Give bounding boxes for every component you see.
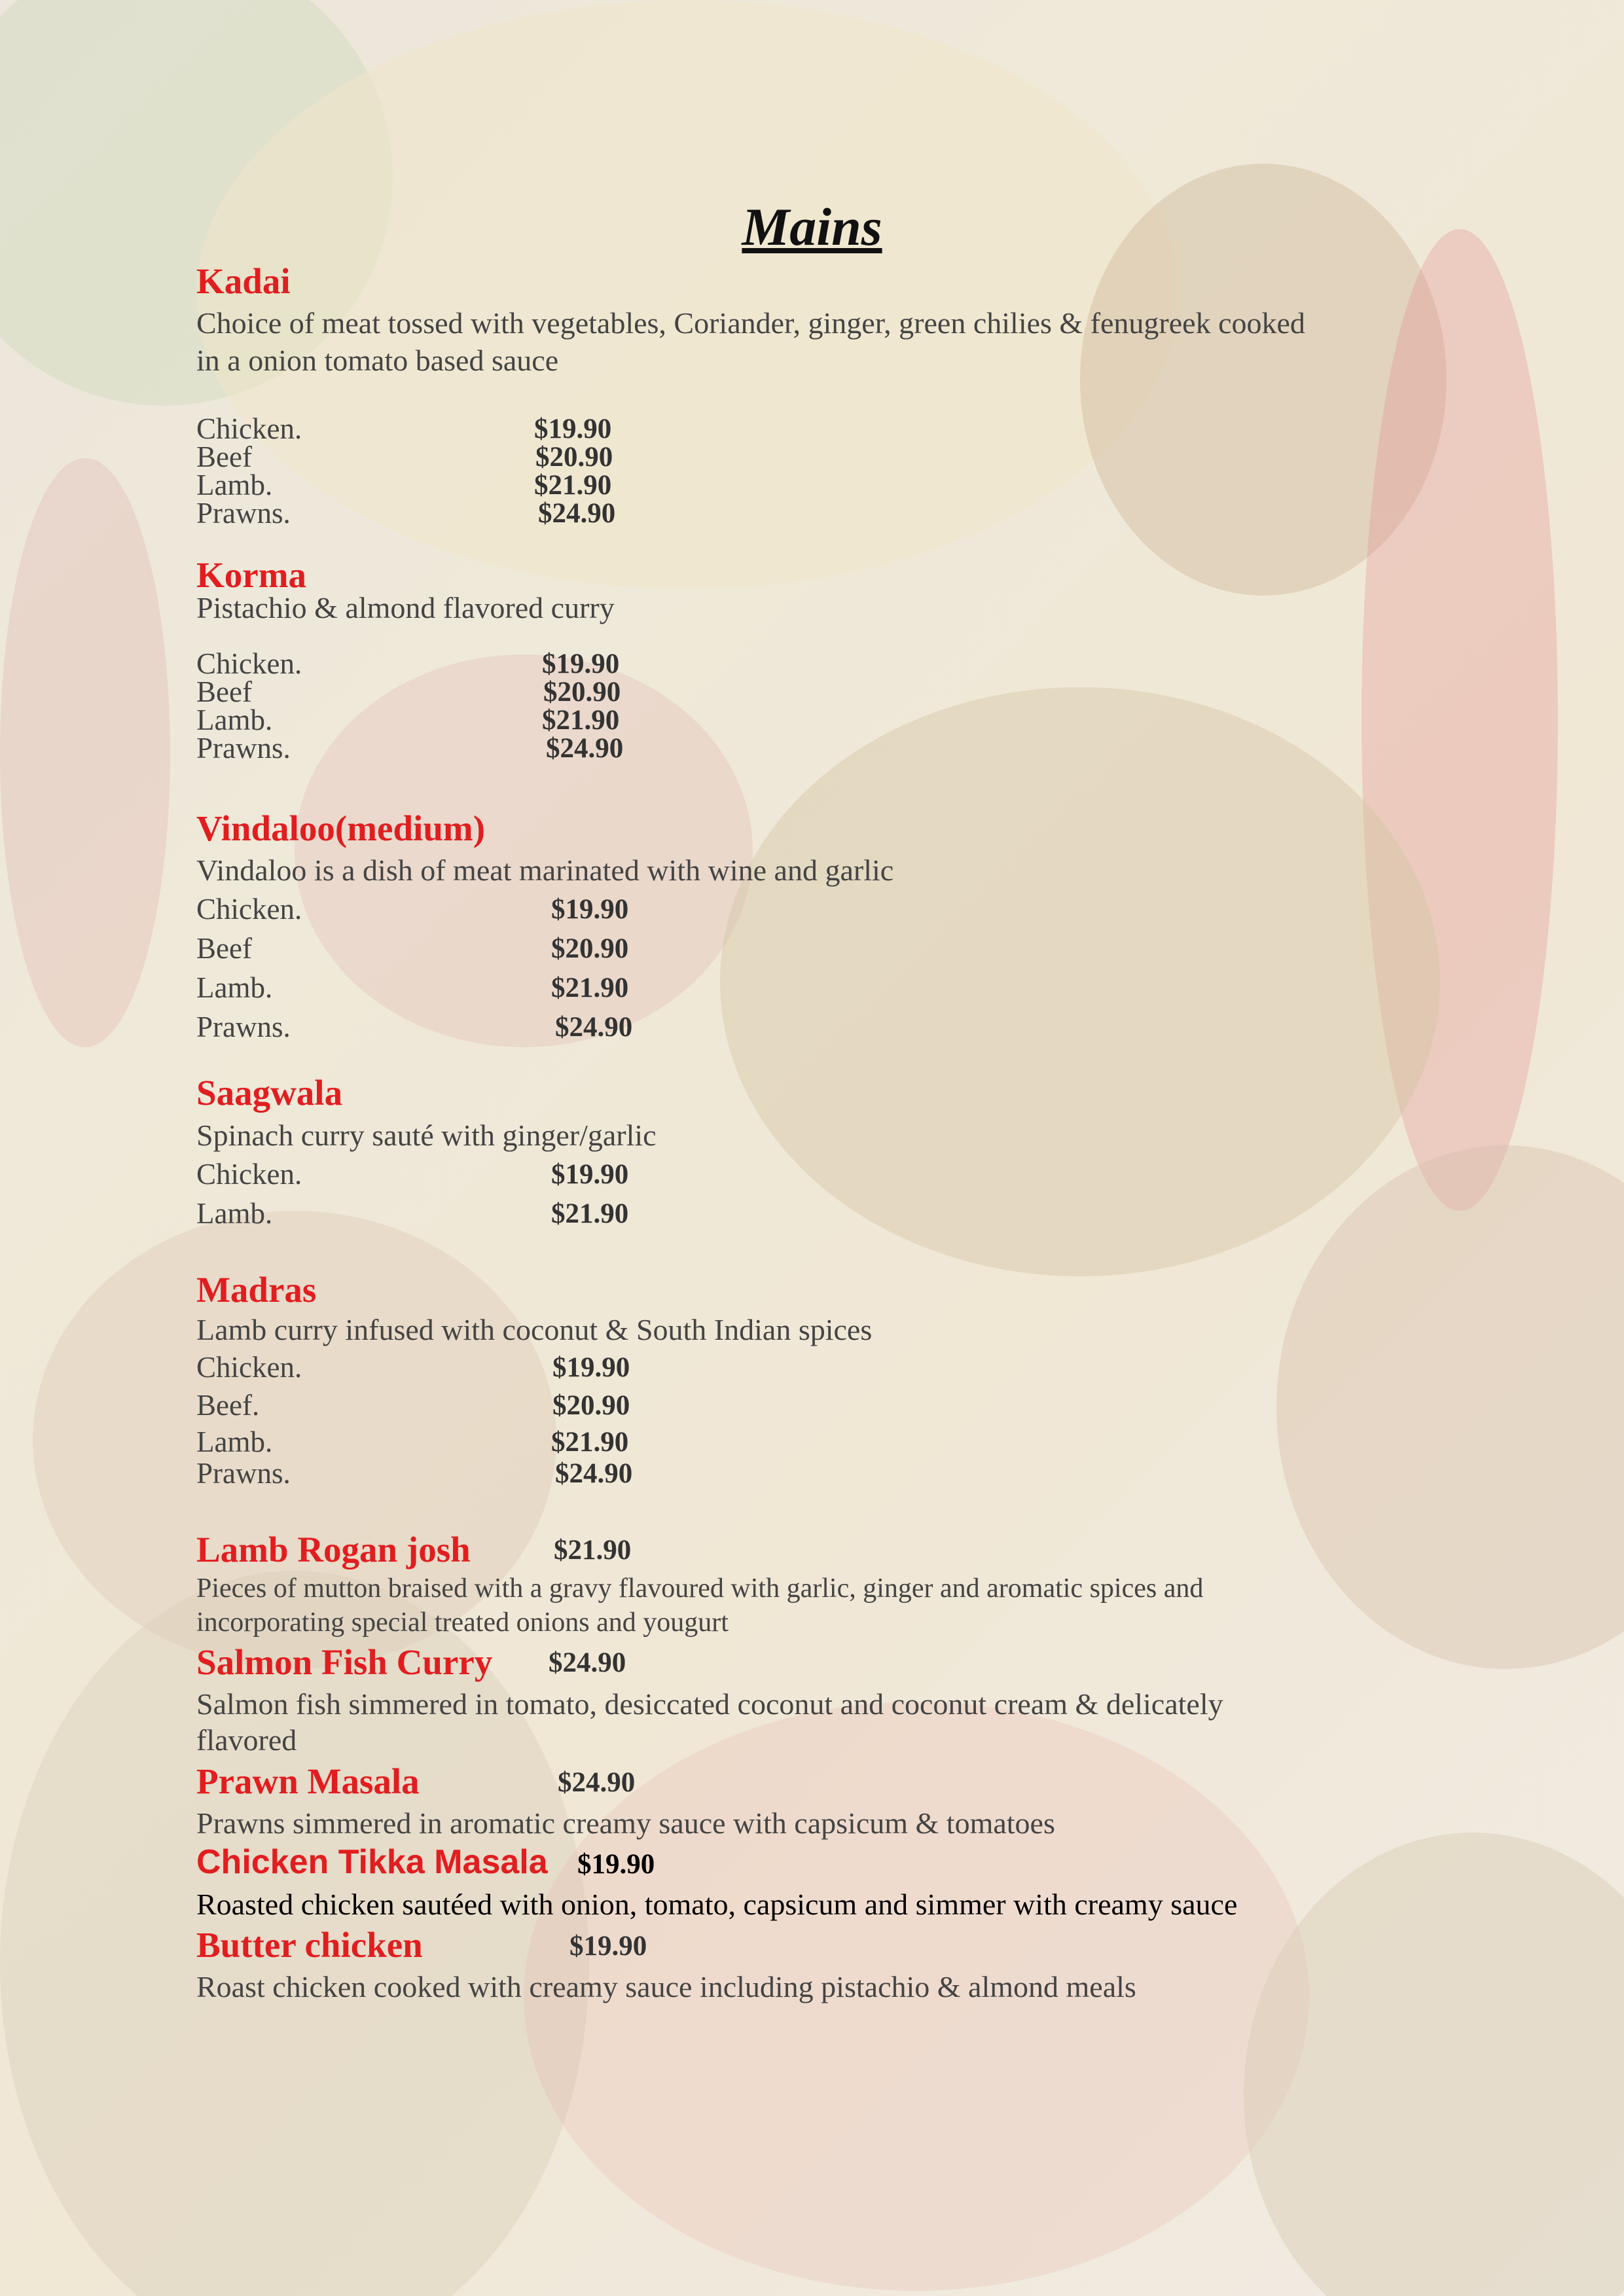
dish-description: Prawns simmered in aromatic creamy sauce with capsicum & tomatoes: [196, 1806, 1055, 1840]
dish-heading-saagwala: Saagwala: [196, 1073, 343, 1113]
dish-heading-butter-chicken: Butter chicken: [196, 1925, 423, 1965]
menu-item-price: $21.90: [551, 1198, 629, 1229]
menu-item-price: $24.90: [555, 1458, 633, 1489]
menu-item-name: Lamb.: [196, 704, 273, 736]
menu-item-price: $20.90: [551, 933, 629, 964]
dish-heading-chicken-tikka-masala: Chicken Tikka Masala: [196, 1843, 548, 1881]
menu-item-price: $21.90: [554, 1535, 632, 1566]
menu-item-price: $19.90: [551, 894, 629, 925]
menu-item-price: $20.90: [552, 1390, 630, 1421]
menu-item-name: Chicken.: [196, 1158, 302, 1191]
menu-item-price: $19.90: [552, 1352, 630, 1383]
menu-item-name: Beef.: [196, 1389, 260, 1422]
menu-item-name: Chicken.: [196, 1351, 302, 1384]
menu-item-price: $24.90: [558, 1767, 636, 1798]
menu-item-price: $21.90: [551, 973, 629, 1003]
menu-item-price: $24.90: [546, 733, 624, 764]
dish-description: incorporating special treated onions and yougurt: [196, 1607, 729, 1638]
menu-item-price: $21.90: [551, 1427, 629, 1458]
menu-item-name: Lamb.: [196, 1426, 273, 1458]
menu-item-name: Lamb.: [196, 1197, 273, 1230]
menu-item-name: Beef: [196, 932, 252, 965]
dish-description: Spinach curry sauté with ginger/garlic: [196, 1119, 657, 1152]
dish-heading-vindaloo: Vindaloo(medium): [196, 808, 486, 848]
menu-item-name: Chicken.: [196, 647, 302, 680]
dish-heading-lamb-rogan-josh: Lamb Rogan josh: [196, 1530, 471, 1570]
dish-heading-salmon-fish-curry: Salmon Fish Curry: [196, 1642, 493, 1682]
menu-item-name: Chicken.: [196, 412, 302, 445]
dish-description: Roast chicken cooked with creamy sauce including pistachio & almond meals: [196, 1970, 1136, 2003]
menu-item-name: Prawns.: [196, 1457, 291, 1490]
menu-item-price: $19.90: [534, 414, 612, 444]
menu-item-name: Prawns.: [196, 732, 291, 764]
dish-description: Choice of meat tossed with vegetables, Coriander, ginger, green chilies & fenugreek cooked: [196, 306, 1305, 340]
dish-description: Pistachio & almond flavored curry: [196, 591, 615, 624]
menu-item-price: $24.90: [538, 498, 616, 529]
dish-heading-kadai: Kadai: [196, 261, 291, 301]
menu-item-name: Chicken.: [196, 893, 302, 925]
menu-item-name: Prawns.: [196, 1011, 291, 1043]
menu-item-price: $19.90: [542, 649, 620, 679]
menu-item-price: $19.90: [551, 1159, 629, 1190]
menu-item-name: Lamb.: [196, 469, 273, 501]
menu-item-price: $20.90: [543, 677, 621, 708]
dish-description: in a onion tomato based sauce: [196, 344, 559, 377]
menu-item-price: $19.90: [569, 1931, 647, 1962]
dish-description: Lamb curry infused with coconut & South Indian spices: [196, 1313, 873, 1346]
dish-heading-prawn-masala: Prawn Masala: [196, 1761, 420, 1801]
menu-item-name: Prawns.: [196, 497, 291, 529]
dish-description: flavored: [196, 1723, 297, 1757]
menu-item-price: $24.90: [549, 1647, 626, 1678]
menu-item-name: Beef: [196, 675, 252, 708]
dish-description: Salmon fish simmered in tomato, desiccated coconut and coconut cream & delicately: [196, 1687, 1223, 1721]
menu-item-name: Lamb.: [196, 971, 273, 1004]
page-title: Mains: [742, 197, 882, 257]
menu-item-price: $19.90: [577, 1849, 655, 1880]
dish-description: Vindaloo is a dish of meat marinated with wine and garlic: [196, 853, 894, 887]
menu-item-name: Beef: [196, 440, 252, 473]
dish-heading-madras: Madras: [196, 1270, 317, 1310]
menu-item-price: $24.90: [555, 1012, 633, 1043]
menu-item-price: $20.90: [535, 442, 613, 473]
menu-item-price: $21.90: [542, 705, 620, 736]
menu-item-price: $21.90: [534, 470, 612, 501]
dish-description: Roasted chicken sautéed with onion, tomato, capsicum and simmer with creamy sauce: [196, 1888, 1238, 1921]
dish-description: Pieces of mutton braised with a gravy flavoured with garlic, ginger and aromatic spices and: [196, 1573, 1204, 1604]
dish-heading-korma: Korma: [196, 555, 307, 595]
